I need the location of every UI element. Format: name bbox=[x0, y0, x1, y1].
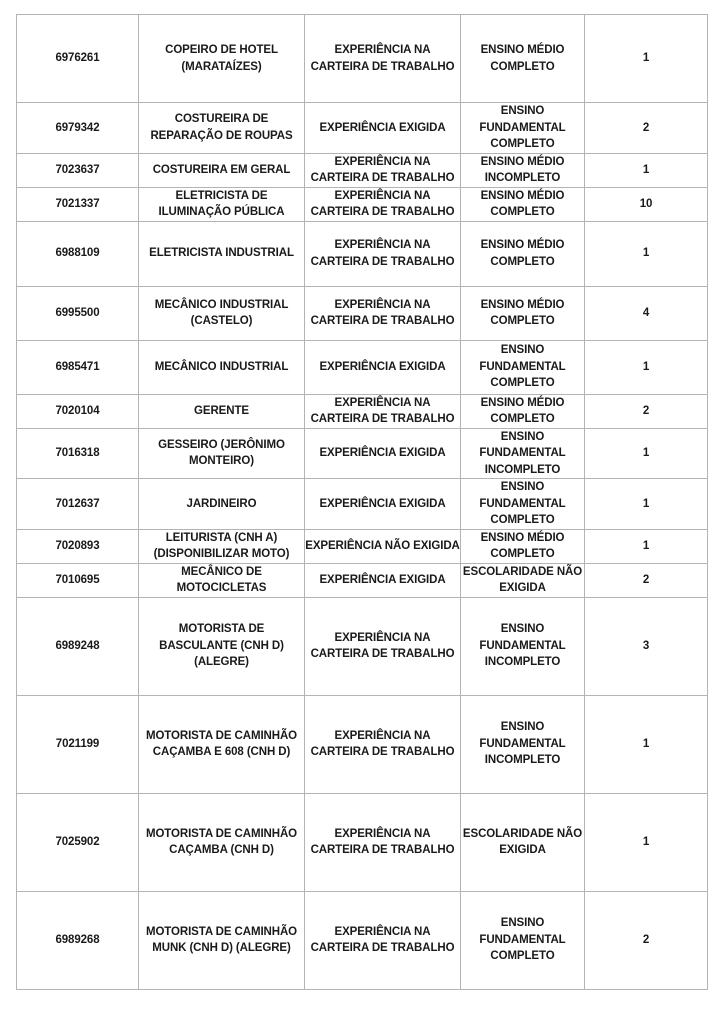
code-cell: 6989268 bbox=[17, 891, 139, 989]
table-row bbox=[17, 479, 708, 530]
table-row bbox=[17, 563, 708, 597]
vacancies-cell: 2 bbox=[585, 563, 708, 597]
table-row bbox=[17, 428, 708, 479]
education-cell: ENSINO FUNDAMENTAL INCOMPLETO bbox=[461, 695, 585, 793]
code-cell: 6989248 bbox=[17, 597, 139, 695]
education-cell: ENSINO MÉDIO COMPLETO bbox=[461, 529, 585, 563]
vacancies-cell: 1 bbox=[585, 793, 708, 891]
code-cell: 7012637 bbox=[17, 479, 139, 530]
table-row bbox=[17, 103, 708, 154]
education-cell: ENSINO MÉDIO COMPLETO bbox=[461, 286, 585, 340]
occupation-cell: MOTORISTA DE CAMINHÃO CAÇAMBA E 608 (CNH D) bbox=[139, 695, 305, 793]
experience-cell: EXPERIÊNCIA NA CARTEIRA DE TRABALHO bbox=[305, 15, 461, 103]
education-cell: ENSINO FUNDAMENTAL INCOMPLETO bbox=[461, 428, 585, 479]
education-cell: ENSINO MÉDIO COMPLETO bbox=[461, 394, 585, 428]
experience-cell: EXPERIÊNCIA NA CARTEIRA DE TRABALHO bbox=[305, 793, 461, 891]
vacancies-cell: 4 bbox=[585, 286, 708, 340]
table-row bbox=[17, 891, 708, 989]
experience-cell: EXPERIÊNCIA NA CARTEIRA DE TRABALHO bbox=[305, 286, 461, 340]
table-row bbox=[17, 153, 708, 187]
table-row bbox=[17, 597, 708, 695]
experience-cell: EXPERIÊNCIA NA CARTEIRA DE TRABALHO bbox=[305, 597, 461, 695]
code-cell: 6976261 bbox=[17, 15, 139, 103]
education-cell: ENSINO FUNDAMENTAL COMPLETO bbox=[461, 340, 585, 394]
vacancies-cell: 1 bbox=[585, 479, 708, 530]
occupation-cell: MOTORISTA DE BASCULANTE (CNH D) (ALEGRE) bbox=[139, 597, 305, 695]
job-vacancies-table bbox=[16, 14, 708, 990]
occupation-cell: LEITURISTA (CNH A) (DISPONIBILIZAR MOTO) bbox=[139, 529, 305, 563]
experience-cell: EXPERIÊNCIA EXIGIDA bbox=[305, 563, 461, 597]
occupation-cell: COSTUREIRA DE REPARAÇÃO DE ROUPAS bbox=[139, 103, 305, 154]
vacancies-cell: 1 bbox=[585, 340, 708, 394]
code-cell: 7016318 bbox=[17, 428, 139, 479]
vacancies-cell: 1 bbox=[585, 428, 708, 479]
code-cell: 7025902 bbox=[17, 793, 139, 891]
code-cell: 6988109 bbox=[17, 221, 139, 286]
occupation-cell: ELETRICISTA INDUSTRIAL bbox=[139, 221, 305, 286]
experience-cell: EXPERIÊNCIA EXIGIDA bbox=[305, 103, 461, 154]
experience-cell: EXPERIÊNCIA EXIGIDA bbox=[305, 428, 461, 479]
vacancies-cell: 1 bbox=[585, 221, 708, 286]
education-cell: ENSINO MÉDIO COMPLETO bbox=[461, 221, 585, 286]
education-cell: ENSINO MÉDIO COMPLETO bbox=[461, 15, 585, 103]
experience-cell: EXPERIÊNCIA EXIGIDA bbox=[305, 479, 461, 530]
occupation-cell: ELETRICISTA DE ILUMINAÇÃO PÚBLICA bbox=[139, 187, 305, 221]
table-body bbox=[17, 15, 708, 990]
table-row bbox=[17, 221, 708, 286]
vacancies-cell: 2 bbox=[585, 394, 708, 428]
occupation-cell: MECÂNICO DE MOTOCICLETAS bbox=[139, 563, 305, 597]
occupation-cell: JARDINEIRO bbox=[139, 479, 305, 530]
vacancies-cell: 2 bbox=[585, 103, 708, 154]
occupation-cell: COSTUREIRA EM GERAL bbox=[139, 153, 305, 187]
vacancies-cell: 1 bbox=[585, 15, 708, 103]
occupation-cell: MECÂNICO INDUSTRIAL bbox=[139, 340, 305, 394]
code-cell: 7010695 bbox=[17, 563, 139, 597]
education-cell: ENSINO MÉDIO INCOMPLETO bbox=[461, 153, 585, 187]
table-row bbox=[17, 695, 708, 793]
occupation-cell: GERENTE bbox=[139, 394, 305, 428]
code-cell: 7021337 bbox=[17, 187, 139, 221]
table-row bbox=[17, 394, 708, 428]
education-cell: ESCOLARIDADE NÃO EXIGIDA bbox=[461, 563, 585, 597]
table-row bbox=[17, 340, 708, 394]
code-cell: 6979342 bbox=[17, 103, 139, 154]
code-cell: 7020104 bbox=[17, 394, 139, 428]
vacancies-cell: 1 bbox=[585, 529, 708, 563]
occupation-cell: MOTORISTA DE CAMINHÃO MUNK (CNH D) (ALEGRE) bbox=[139, 891, 305, 989]
experience-cell: EXPERIÊNCIA NA CARTEIRA DE TRABALHO bbox=[305, 394, 461, 428]
table-row bbox=[17, 15, 708, 103]
experience-cell: EXPERIÊNCIA EXIGIDA bbox=[305, 340, 461, 394]
code-cell: 7023637 bbox=[17, 153, 139, 187]
experience-cell: EXPERIÊNCIA NÃO EXIGIDA bbox=[305, 529, 461, 563]
occupation-cell: COPEIRO DE HOTEL (MARATAÍZES) bbox=[139, 15, 305, 103]
occupation-cell: GESSEIRO (JERÔNIMO MONTEIRO) bbox=[139, 428, 305, 479]
code-cell: 6985471 bbox=[17, 340, 139, 394]
experience-cell: EXPERIÊNCIA NA CARTEIRA DE TRABALHO bbox=[305, 695, 461, 793]
education-cell: ENSINO FUNDAMENTAL COMPLETO bbox=[461, 891, 585, 989]
experience-cell: EXPERIÊNCIA NA CARTEIRA DE TRABALHO bbox=[305, 153, 461, 187]
education-cell: ESCOLARIDADE NÃO EXIGIDA bbox=[461, 793, 585, 891]
experience-cell: EXPERIÊNCIA NA CARTEIRA DE TRABALHO bbox=[305, 187, 461, 221]
code-cell: 7021199 bbox=[17, 695, 139, 793]
experience-cell: EXPERIÊNCIA NA CARTEIRA DE TRABALHO bbox=[305, 221, 461, 286]
vacancies-cell: 10 bbox=[585, 187, 708, 221]
table-row bbox=[17, 793, 708, 891]
experience-cell: EXPERIÊNCIA NA CARTEIRA DE TRABALHO bbox=[305, 891, 461, 989]
occupation-cell: MECÂNICO INDUSTRIAL (CASTELO) bbox=[139, 286, 305, 340]
vacancies-cell: 2 bbox=[585, 891, 708, 989]
vacancies-cell: 1 bbox=[585, 695, 708, 793]
vacancies-cell: 1 bbox=[585, 153, 708, 187]
table-row bbox=[17, 529, 708, 563]
occupation-cell: MOTORISTA DE CAMINHÃO CAÇAMBA (CNH D) bbox=[139, 793, 305, 891]
education-cell: ENSINO FUNDAMENTAL INCOMPLETO bbox=[461, 597, 585, 695]
education-cell: ENSINO MÉDIO COMPLETO bbox=[461, 187, 585, 221]
code-cell: 7020893 bbox=[17, 529, 139, 563]
table-row bbox=[17, 286, 708, 340]
table-row bbox=[17, 187, 708, 221]
education-cell: ENSINO FUNDAMENTAL COMPLETO bbox=[461, 479, 585, 530]
vacancies-cell: 3 bbox=[585, 597, 708, 695]
code-cell: 6995500 bbox=[17, 286, 139, 340]
education-cell: ENSINO FUNDAMENTAL COMPLETO bbox=[461, 103, 585, 154]
